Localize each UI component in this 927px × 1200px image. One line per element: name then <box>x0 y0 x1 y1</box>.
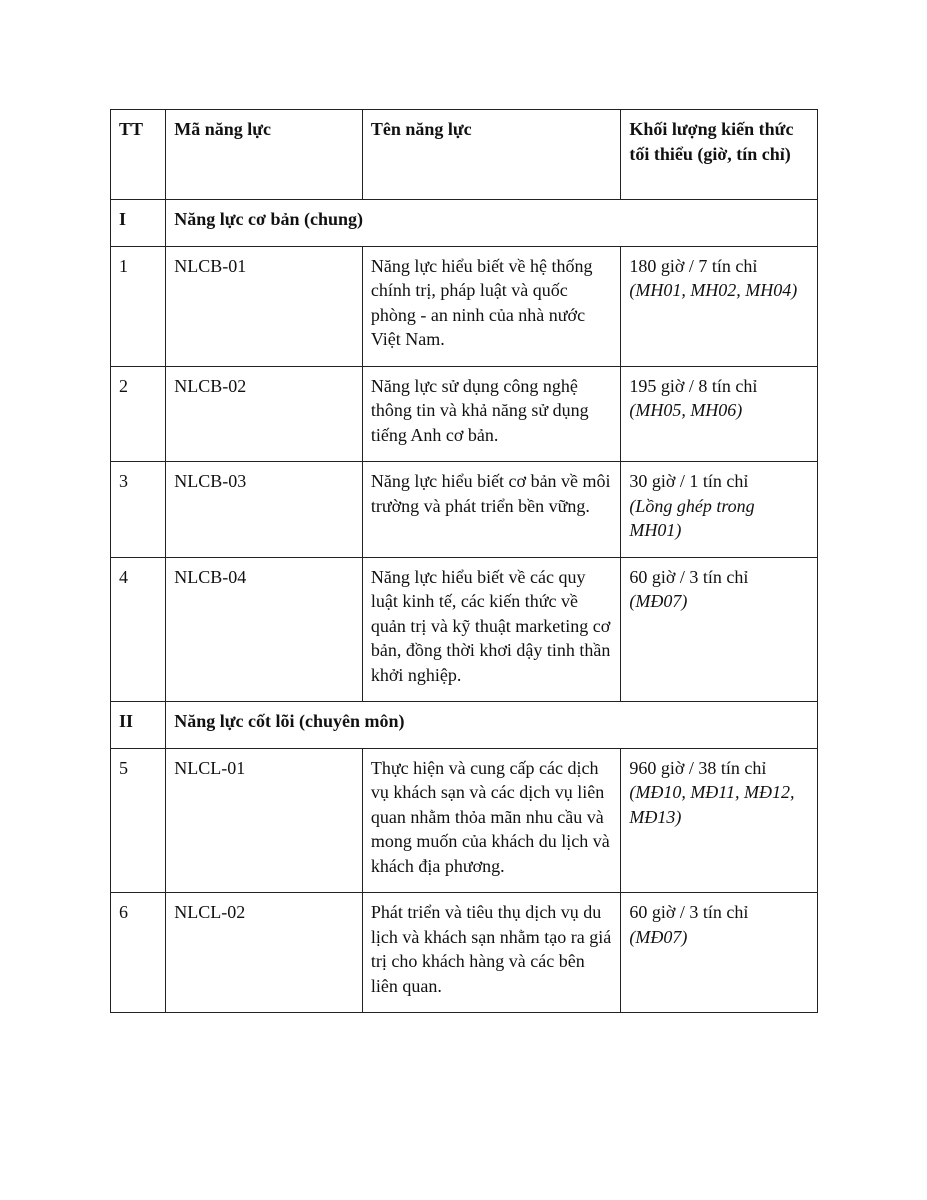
header-tt: TT <box>111 110 166 200</box>
header-volume: Khối lượng kiến thức tối thiểu (giờ, tín chỉ) <box>621 110 818 200</box>
row-name: Thực hiện và cung cấp các dịch vụ khách sạn và các dịch vụ liên quan nhằm thỏa mãn nhu cầu và mong muốn của khách du lịch và khách địa phương. <box>362 748 620 893</box>
row-code: NLCB-03 <box>166 462 363 558</box>
row-code: NLCB-04 <box>166 557 363 702</box>
row-name: Năng lực hiểu biết về hệ thống chính trị, pháp luật và quốc phòng - an ninh của nhà nước Việt Nam. <box>362 246 620 366</box>
row-volume: 960 giờ / 38 tín chỉ <box>629 757 767 778</box>
row-code: NLCL-01 <box>166 748 363 893</box>
row-modules: (MH01, MH02, MH04) <box>629 280 798 300</box>
row-tt: 3 <box>111 462 166 558</box>
row-volume: 195 giờ / 8 tín chỉ <box>629 375 758 396</box>
row-volume: 60 giờ / 3 tín chỉ <box>629 566 749 587</box>
table-row <box>111 246 818 366</box>
section-title: Năng lực cốt lõi (chuyên môn) <box>166 702 818 749</box>
row-code: NLCB-01 <box>166 246 363 366</box>
row-modules: (MH05, MH06) <box>629 400 743 420</box>
section-number: II <box>111 702 166 749</box>
section-title: Năng lực cơ bản (chung) <box>166 200 818 247</box>
row-volume: 60 giờ / 3 tín chỉ <box>629 902 749 922</box>
row-code: NLCB-02 <box>166 366 363 462</box>
row-volume-cell <box>621 557 818 702</box>
row-modules: (Lồng ghép trong MH01) <box>629 495 755 540</box>
header-code: Mã năng lực <box>166 110 363 200</box>
table-row <box>111 462 818 558</box>
row-volume-cell <box>621 893 818 1013</box>
row-modules: (MĐ10, MĐ11, MĐ12, MĐ13) <box>629 782 795 827</box>
row-volume-cell <box>621 462 818 558</box>
row-volume-cell <box>621 748 818 893</box>
header-name: Tên năng lực <box>362 110 620 200</box>
row-name: Năng lực hiểu biết về các quy luật kinh tế, các kiến thức về quản trị và kỹ thuật marketing cơ bản, đồng thời khơi dậy tinh thần khởi nghiệp. <box>362 557 620 702</box>
row-tt: 2 <box>111 366 166 462</box>
row-tt: 5 <box>111 748 166 893</box>
table-row <box>111 366 818 462</box>
row-code: NLCL-02 <box>166 893 363 1013</box>
table-row <box>111 893 818 1013</box>
section-row-basic <box>111 200 818 247</box>
row-tt: 1 <box>111 246 166 366</box>
row-tt: 4 <box>111 557 166 702</box>
section-row-core <box>111 702 818 749</box>
row-modules: (MĐ07) <box>629 926 688 947</box>
row-volume: 180 giờ / 7 tín chỉ <box>629 255 758 276</box>
row-modules: (MĐ07) <box>629 591 688 611</box>
row-name: Năng lực sử dụng công nghệ thông tin và khả năng sử dụng tiếng Anh cơ bản. <box>362 366 620 462</box>
row-name: Năng lực hiểu biết cơ bản về môi trường và phát triển bền vững. <box>362 462 620 558</box>
row-name: Phát triển và tiêu thụ dịch vụ du lịch và khách sạn nhằm tạo ra giá trị cho khách hàng và các bên liên quan. <box>362 893 620 1013</box>
table-row <box>111 557 818 702</box>
row-volume-cell <box>621 246 818 366</box>
section-number: I <box>111 200 166 247</box>
competency-table <box>110 109 818 1013</box>
table-header-row <box>111 110 818 200</box>
row-volume-cell <box>621 366 818 462</box>
row-volume: 30 giờ / 1 tín chỉ <box>629 471 749 491</box>
row-tt: 6 <box>111 893 166 1013</box>
table-row <box>111 748 818 893</box>
